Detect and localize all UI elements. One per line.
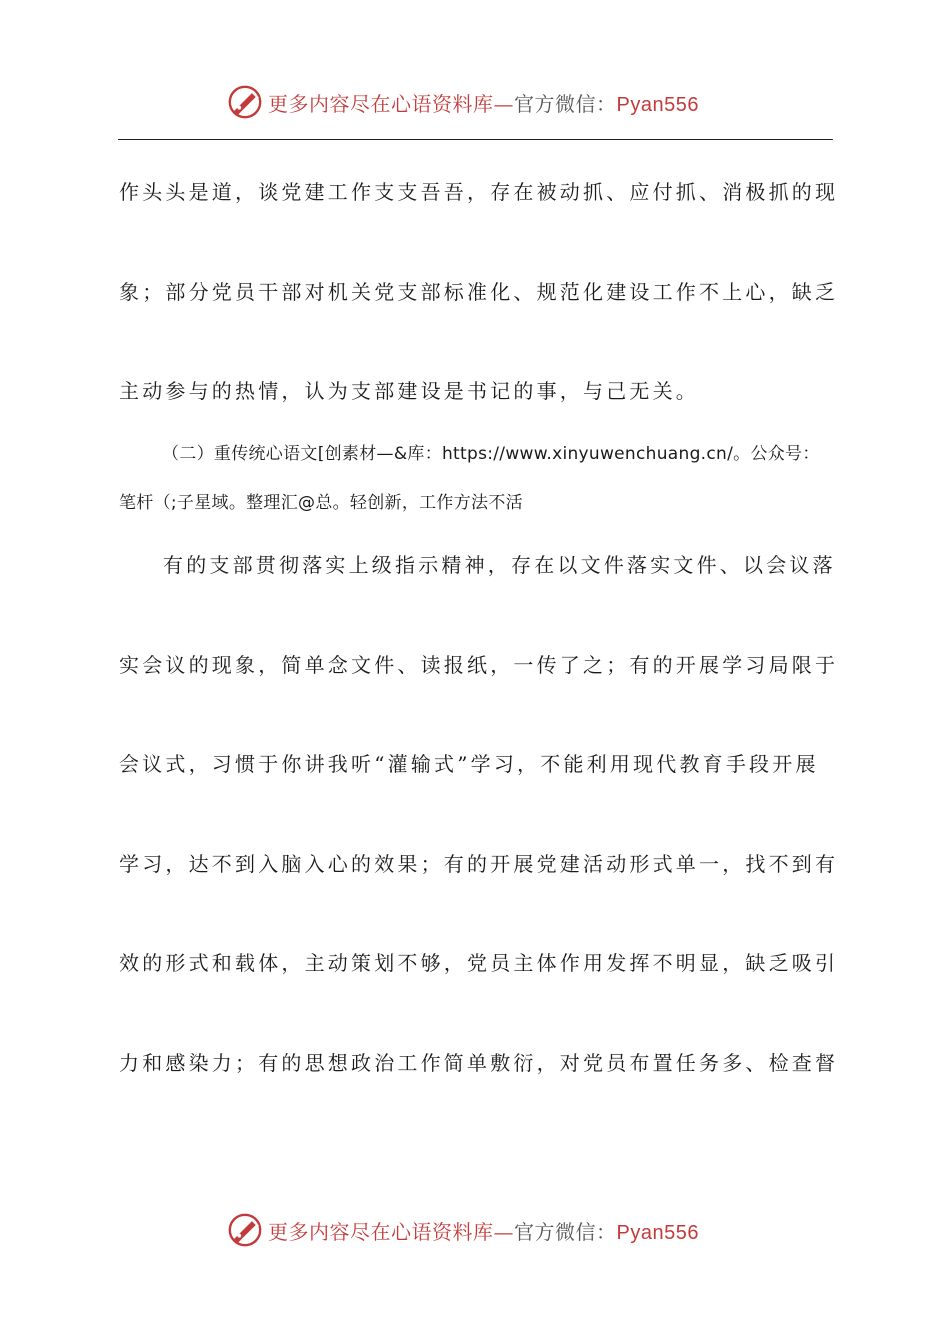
- banner-dash: —: [493, 1219, 514, 1244]
- body-line-11: 力和感染力；有的思想政治工作简单敷衍，对党员布置任务多、检查督: [119, 1051, 839, 1075]
- body-line-7: 实会议的现象，简单念文件、读报纸，一传了之；有的开展学习局限于: [119, 653, 839, 677]
- body-line-1: 作头头是道，谈党建工作支支吾吾，存在被动抓、应付抓、消极抓的现: [119, 180, 839, 204]
- body-line-10: 效的形式和载体，主动策划不够，党员主体作用发挥不明显，缺乏吸引: [119, 951, 839, 975]
- banner-account: Pyan556: [616, 1221, 699, 1244]
- banner-account: Pyan556: [616, 93, 699, 116]
- footer-banner: [226, 1210, 699, 1250]
- pen-logo-icon: [226, 1211, 264, 1249]
- body-line-6: 有的支部贯彻落实上级指示精神，存在以文件落实文件、以会议落: [163, 553, 836, 577]
- pen-logo-icon: [226, 83, 264, 121]
- banner-main-text: 更多内容尽在心语资料库: [268, 1219, 494, 1244]
- header-divider: [118, 139, 833, 140]
- banner-main-text: 更多内容尽在心语资料库: [268, 91, 494, 116]
- body-line-3: 主动参与的热情，认为支部建设是书记的事，与己无关。: [119, 379, 699, 403]
- banner-wechat-label: 官方微信：: [514, 91, 617, 116]
- banner-wechat-label: 官方微信：: [514, 1219, 617, 1244]
- section-heading-line-1: （二）重传统心语文[创素材—&库：https://www.xinyuwenchuang.cn/。公众号：: [162, 444, 820, 464]
- header-banner-text: [268, 88, 699, 117]
- section-heading-line-2: 笔杆（;子星域。整理汇@总。轻创新，工作方法不活: [119, 493, 523, 513]
- body-line-2: 象；部分党员干部对机关党支部标准化、规范化建设工作不上心，缺乏: [119, 280, 839, 304]
- banner-dash: —: [493, 91, 514, 116]
- body-line-9: 学习，达不到入脑入心的效果；有的开展党建活动形式单一，找不到有: [119, 852, 839, 876]
- footer-banner-text: [268, 1216, 699, 1245]
- header-banner: [226, 82, 699, 122]
- body-line-8: 会议式，习惯于你讲我听“灌输式”学习，不能利用现代教育手段开展: [119, 752, 819, 776]
